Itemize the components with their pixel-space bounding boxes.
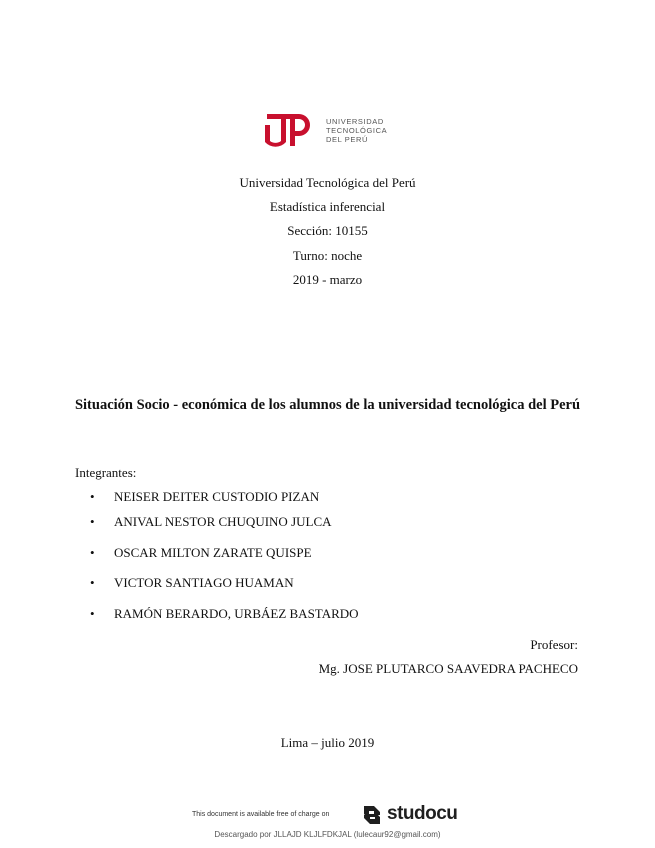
professor-label: Profesor: <box>530 637 578 652</box>
member-name: RAMÓN BERARDO, URBÁEZ BASTARDO <box>114 606 359 621</box>
list-item <box>90 514 332 530</box>
list-item <box>90 489 319 505</box>
bullet-icon: • <box>90 545 95 560</box>
university-logo <box>263 108 403 158</box>
utp-logo-icon <box>263 108 315 156</box>
course-name: Estadística inferencial <box>269 199 386 214</box>
logo-line-2: TECNOLÓGICA <box>326 126 388 135</box>
shift: Turno: noche <box>292 248 363 263</box>
bullet-icon: • <box>90 514 95 529</box>
member-name: ANIVAL NESTOR CHUQUINO JULCA <box>114 514 332 529</box>
download-notice: Descargado por JLLAJD KLJLFDKJAL (lulecaur92@gmail.com) <box>214 830 441 839</box>
bullet-icon: • <box>90 575 95 590</box>
member-name: VICTOR SANTIAGO HUAMAN <box>114 575 294 590</box>
document-title: Situación Socio - económica de los alumnos de la universidad tecnológica del Perú <box>74 397 581 413</box>
list-item <box>90 606 359 622</box>
availability-notice: This document is available free of charge on <box>192 811 330 818</box>
logo-line-1: UNIVERSIDAD <box>326 117 384 126</box>
place-date: Lima – julio 2019 <box>280 735 375 750</box>
list-item <box>90 575 294 591</box>
members-label: Integrantes: <box>75 465 137 480</box>
logo-line-3: DEL PERÚ <box>326 135 369 144</box>
list-item <box>90 545 312 561</box>
section-number: Sección: 10155 <box>287 223 368 238</box>
member-name: OSCAR MILTON ZARATE QUISPE <box>114 545 312 560</box>
university-name: Universidad Tecnológica del Perú <box>239 175 416 190</box>
bullet-icon: • <box>90 606 95 621</box>
logo-wordmark <box>326 117 387 144</box>
period: 2019 - marzo <box>292 272 363 287</box>
studocu-logo-icon <box>360 803 384 827</box>
member-name: NEISER DEITER CUSTODIO PIZAN <box>114 489 320 504</box>
professor-name: Mg. JOSE PLUTARCO SAAVEDRA PACHECO <box>318 661 578 676</box>
bullet-icon: • <box>90 489 95 504</box>
studocu-wordmark: studocu <box>387 803 458 824</box>
